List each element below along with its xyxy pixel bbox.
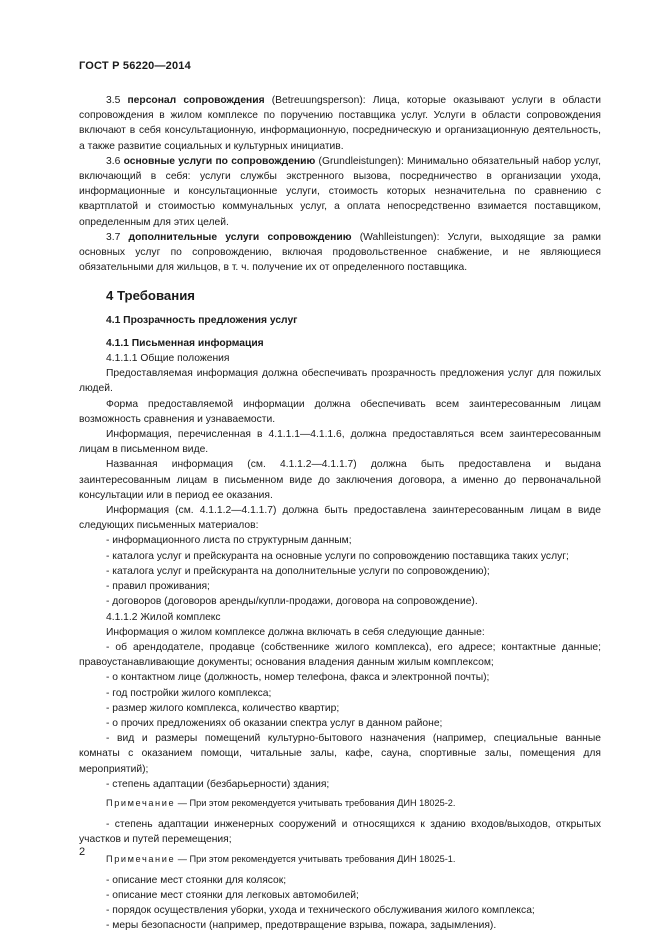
definition-text: (Grundleistungen): Минимально обязательный набор услуг, включающий в себя: услуги службы экстренного вызова, посредничество в организации ухода, информационные и консультационные услуги, стоимость которых незначительна по сравнению с квартплатой и стоимостью коммунальных услуг, а оплата непосредственно взимается поставщиком, определенным для этих целей. [79,155,601,228]
definition-text: (Wahlleistungen): Услуги, выходящие за рамки основных услуг по сопровождению, включая продовольственное снабжение, и не являющиеся обязательными для жильцов, в т. ч. получение их от определенного поставщика. [79,231,601,274]
note-label: Примечание [106,797,176,808]
definition-3-7 [79,230,601,276]
list-item: - год постройки жилого комплекса; [106,687,272,699]
list-item: - степень адаптации (безбарьерности) здания; [106,778,330,790]
clause-number: 3.7 [106,231,129,243]
definition-3-6 [79,154,601,230]
list-item: - размер жилого комплекса, количество квартир; [106,702,340,714]
list-item: - описание мест стоянки для колясок; [106,874,287,886]
subsection-heading: 4.1 Прозрачность предложения услуг [106,314,298,326]
definition-text: (Betreuungsperson): Лица, которые оказывают услуги в области сопровождения в жилом комплексе по поручению поставщика услуг. Услуги в области сопровождения включают в себя консультационную, информационную, посредническую и организационную деятельность, а также развитие социальных и культурных инициатив. [79,95,601,152]
list-item: - о контактном лице (должность, номер телефона, факса и электронной почты); [106,672,490,684]
list-item: - правил проживания; [106,581,210,593]
list-item: - о прочих предложениях об оказании спектра услуг в данном районе; [106,717,443,729]
note [79,796,601,811]
list-item: - об арендодателе, продавце (собственнике жилого комплекса), его адресе; контактные данные; правоустанавливающие документы; основания владения данным жилым комплексом; [79,641,601,669]
term: дополнительные услуги сопровождению [128,231,352,243]
clause-heading: 4.1.1.1 Общие положения [106,353,230,365]
paragraph: Информация, перечисленная в 4.1.1.1—4.1.1.6, должна предоставляться всем заинтересованным лицам в письменном виде. [79,429,601,456]
paragraph: Форма предоставляемой информации должна обеспечивать всем заинтересованным лицам возможность сравнения и узнаваемости. [79,398,601,425]
list-item: - меры безопасности (например, предотвращение взрыва, пожара, задымления). [106,920,497,932]
list-item: - каталога услуг и прейскуранта на дополнительные услуги по сопровождению); [106,565,490,577]
note [79,852,601,867]
list-item: - порядок осуществления уборки, ухода и технического обслуживания жилого комплекса; [106,905,535,917]
definition-3-5 [79,93,601,154]
paragraph: Предоставляемая информация должна обеспечивать прозрачность предложения услуг для пожилых людей. [79,368,601,395]
list-item: - информационного листа по структурным данным; [106,535,352,547]
paragraph: Информация (см. 4.1.1.2—4.1.1.7) должна быть предоставлена заинтересованным лицам в виде следующих письменных материалов: [79,505,601,532]
document-body [79,93,601,934]
clause-heading: 4.1.1.2 Жилой комплекс [106,611,221,623]
note-text: — При этом рекомендуется учитывать требования ДИН 18025-2. [175,797,456,808]
list-item: - договоров (договоров аренды/купли-продажи, договора на сопровождение). [106,596,478,608]
paragraph: Информация о жилом комплексе должна включать в себя следующие данные: [106,626,485,638]
list-item: - описание мест стоянки для легковых автомобилей; [106,889,359,901]
page-number: 2 [79,846,86,858]
paragraph: Названная информация (см. 4.1.1.2—4.1.1.7) должна быть предоставлена и выдана заинтересованным лицам в письменном виде до заключения договора, а именно до первоначальной консультации или в период ее оказания. [79,459,601,501]
subsubsection-heading: 4.1.1 Письменная информация [106,337,264,349]
document-header: ГОСТ Р 56220—2014 [79,60,191,72]
note-label: Примечание [106,853,176,864]
note-text: — При этом рекомендуется учитывать требования ДИН 18025-1. [175,853,456,864]
list-item: - вид и размеры помещений культурно-бытового назначения (например, специальные ванные комнаты с оказанием помощи, читальные залы, кафе, сауна, спортивные залы, помещения для мероприятий); [79,733,601,775]
section-heading: 4 Требования [106,288,196,304]
list-item: - степень адаптации инженерных сооружений и относящихся к зданию входов/выходов, открытых участков и путей перемещения; [79,819,601,846]
list-item: - каталога услуг и прейскуранта на основные услуги по сопровождению поставщика таких услуг; [106,550,569,562]
clause-number: 3.6 [106,155,124,167]
term: персонал сопровождения [127,95,265,106]
clause-number: 3.5 [106,95,128,106]
term: основные услуги по сопровождению [123,155,316,167]
